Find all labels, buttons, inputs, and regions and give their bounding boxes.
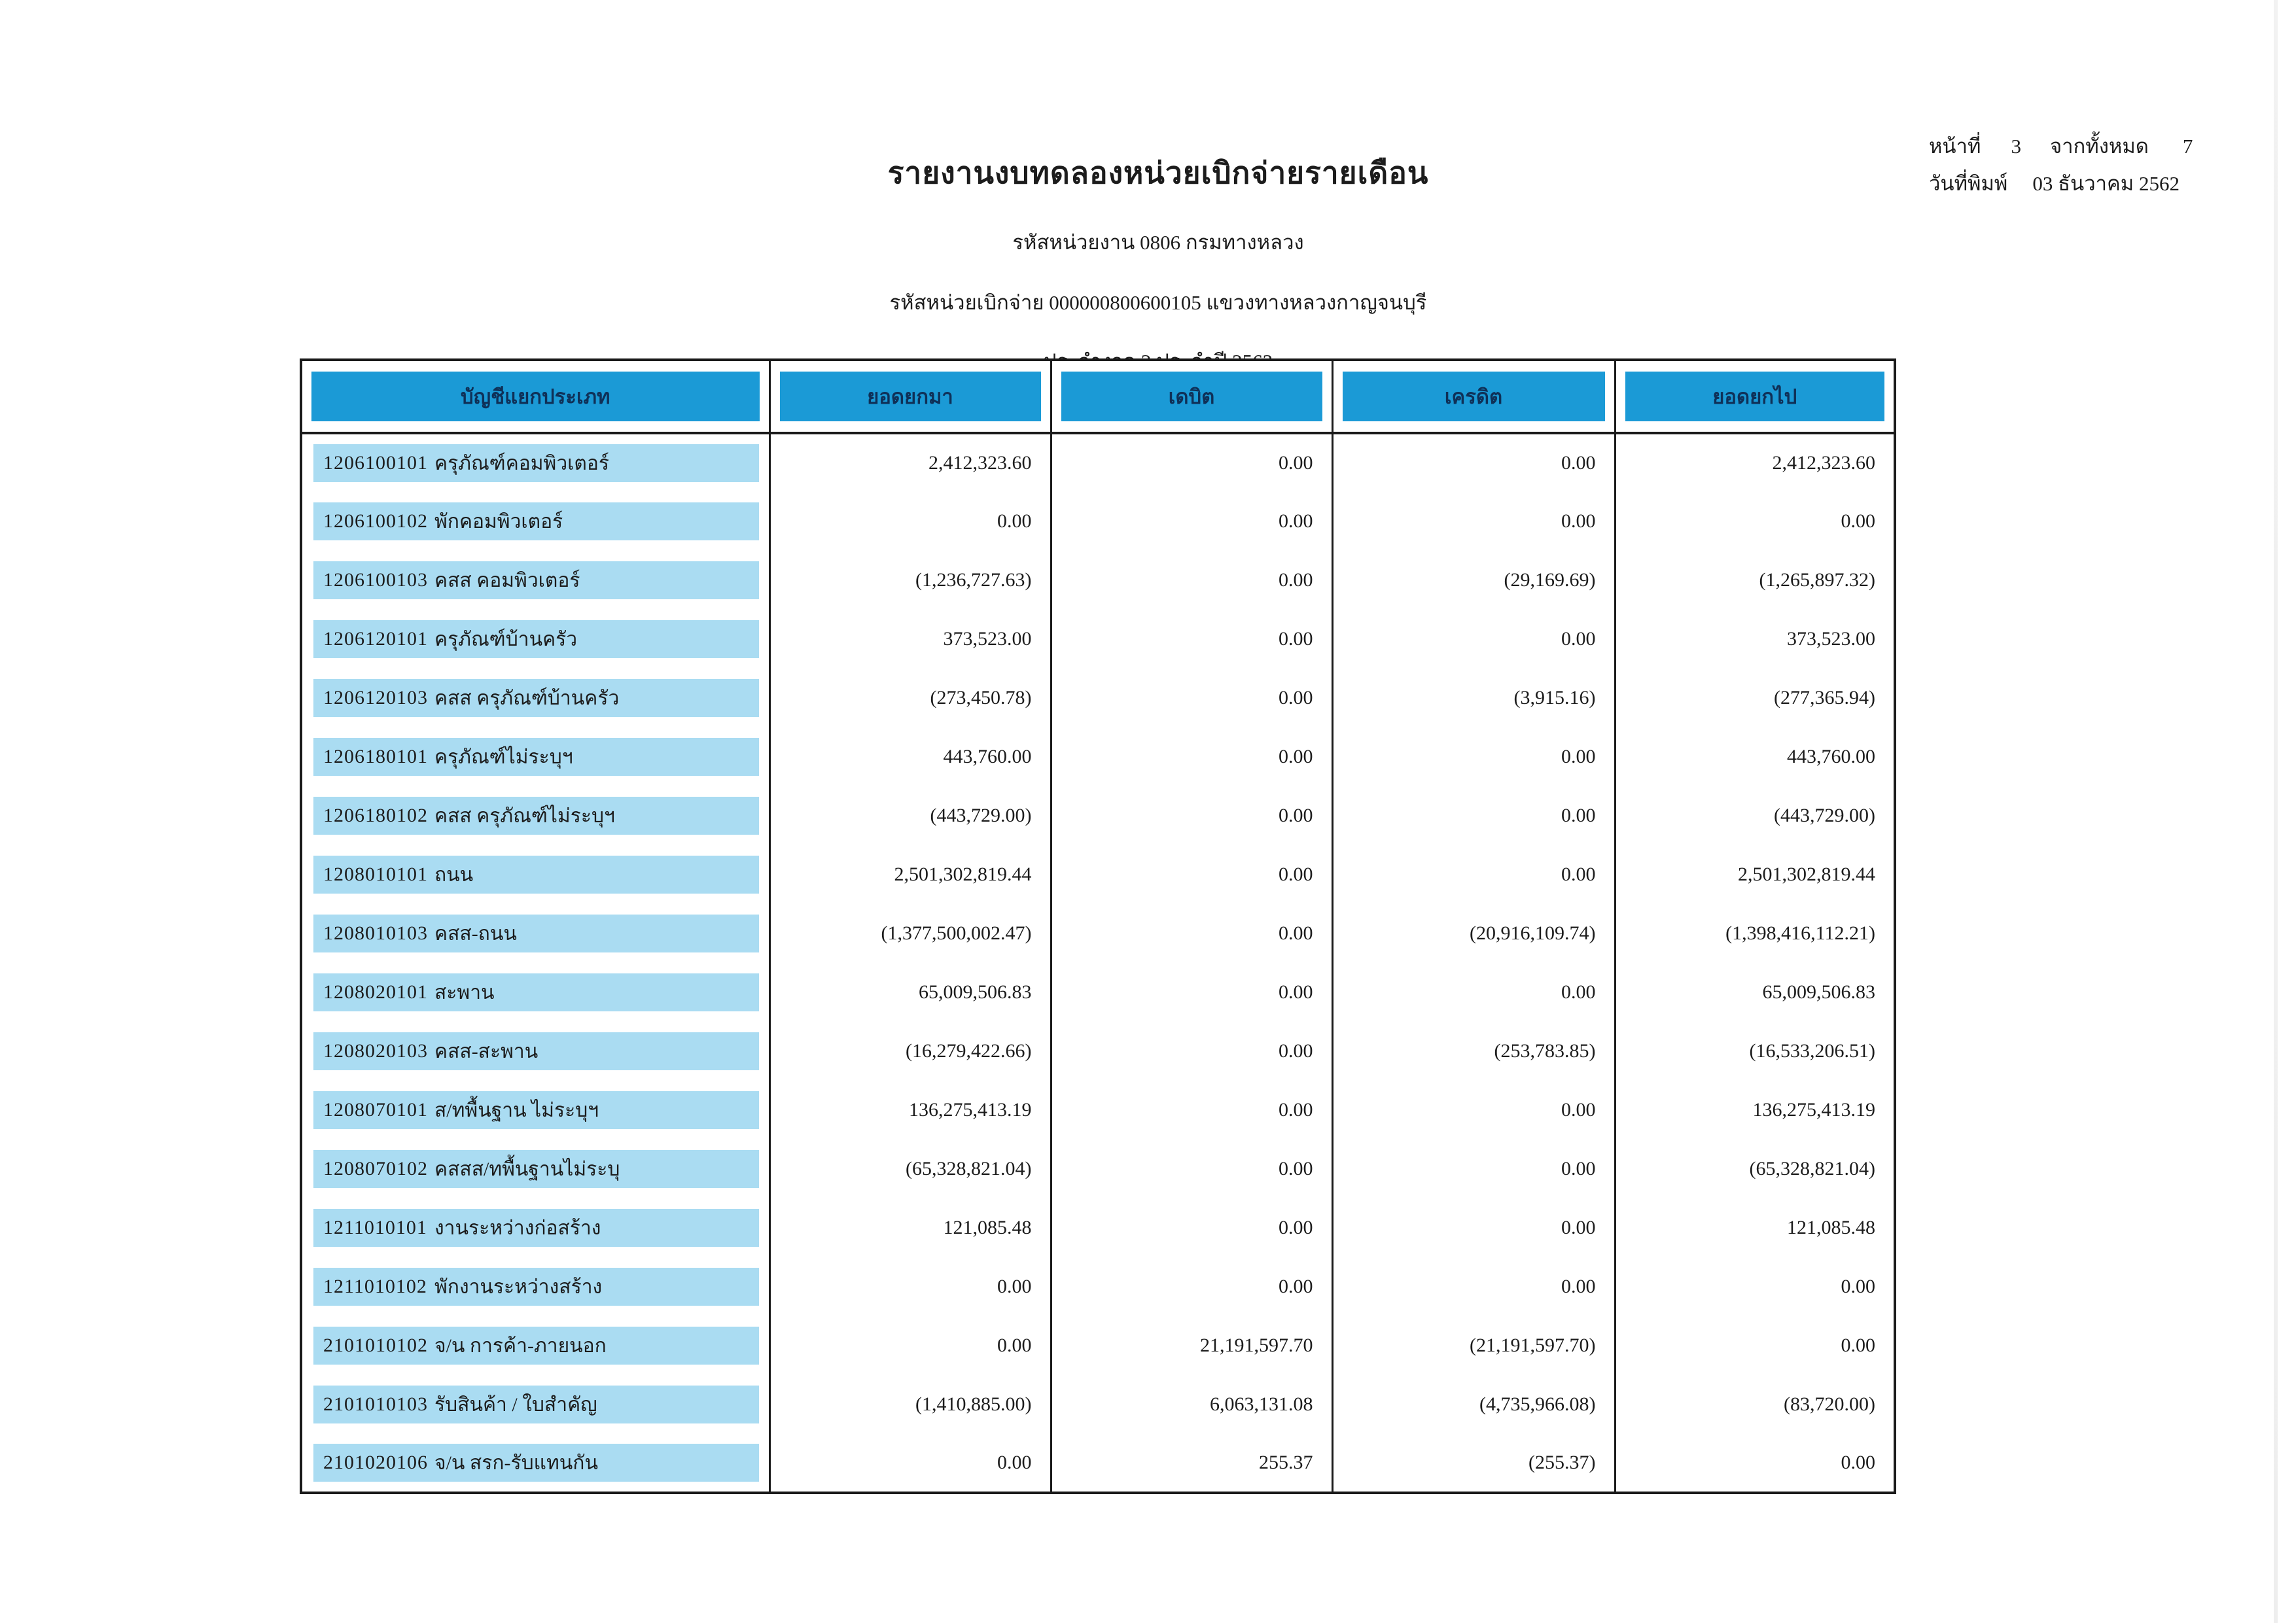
debit-cell: 0.00 <box>1051 433 1332 492</box>
credit-cell: (20,916,109.74) <box>1332 904 1615 963</box>
account-name: จ/น สรก-รับแทนกัน <box>434 1452 598 1474</box>
balance-cell: (65,328,821.04) <box>1749 1158 1875 1179</box>
account-code: 1206180102 <box>323 805 428 826</box>
page-label: หน้าที่ <box>1929 135 1981 158</box>
header-row <box>301 360 1895 433</box>
page-number-line <box>1929 136 2295 156</box>
account-cell <box>313 856 759 894</box>
account-name: พักงานระหว่างสร้าง <box>434 1276 603 1298</box>
balance-cell: (83,720.00) <box>1784 1393 1875 1415</box>
table-header <box>301 360 1895 433</box>
account-name: รับสินค้า / ใบสำคัญ <box>434 1393 597 1416</box>
account-cell <box>313 444 759 482</box>
account-code: 1206120103 <box>323 687 428 708</box>
account-cell <box>313 1209 759 1247</box>
credit-cell: 0.00 <box>1332 1140 1615 1198</box>
table-row <box>301 1198 1895 1257</box>
credit-cell: 0.00 <box>1332 727 1615 786</box>
debit-cell: 0.00 <box>1051 1081 1332 1140</box>
page-info <box>1929 136 2295 211</box>
credit-cell: (29,169.69) <box>1332 551 1615 610</box>
balance-cell: (16,533,206.51) <box>1749 1040 1875 1062</box>
table-row <box>301 1434 1895 1493</box>
column-header-credit: เครดิต <box>1343 372 1605 421</box>
column-header-account: บัญชีแยกประเภท <box>311 372 760 421</box>
debit-cell: 0.00 <box>1051 1257 1332 1316</box>
print-date-line <box>1929 173 2295 194</box>
carry-forward-cell: 0.00 <box>769 1316 1051 1375</box>
carry-forward-cell: 121,085.48 <box>769 1198 1051 1257</box>
account-cell <box>313 620 759 658</box>
credit-cell: 0.00 <box>1332 492 1615 551</box>
carry-forward-cell: 0.00 <box>769 1434 1051 1493</box>
account-code: 1211010102 <box>323 1276 427 1297</box>
account-name: พักคอมพิวเตอร์ <box>434 510 563 532</box>
carry-forward-cell: (273,450.78) <box>769 669 1051 727</box>
account-code: 1206100101 <box>323 452 428 474</box>
disbursement-unit-line: รหัสหน่วยเบิกจ่าย 000000800600105 แขวงทางหลวงกาญจนบุรี <box>889 291 1427 314</box>
table-row <box>301 1316 1895 1375</box>
account-code: 1208010103 <box>323 922 428 944</box>
account-name: สะพาน <box>434 981 495 1003</box>
debit-cell: 6,063,131.08 <box>1051 1375 1332 1434</box>
account-cell <box>313 1268 759 1306</box>
account-cell <box>313 1150 759 1188</box>
table-body <box>301 433 1895 1493</box>
balance-cell: 373,523.00 <box>1787 628 1875 650</box>
account-cell <box>313 915 759 952</box>
account-code: 1208070101 <box>323 1099 428 1121</box>
balance-cell: 2,412,323.60 <box>1772 452 1875 474</box>
account-code: 1208020103 <box>323 1040 428 1062</box>
balance-cell: 0.00 <box>1841 1452 1875 1473</box>
carry-forward-cell: 2,501,302,819.44 <box>769 845 1051 904</box>
table-row <box>301 1140 1895 1198</box>
table-row <box>301 1375 1895 1434</box>
balance-cell: (277,365.94) <box>1774 687 1875 708</box>
debit-cell: 0.00 <box>1051 1022 1332 1081</box>
debit-cell: 21,191,597.70 <box>1051 1316 1332 1375</box>
carry-forward-cell: (443,729.00) <box>769 786 1051 845</box>
table-row <box>301 727 1895 786</box>
trial-balance-table <box>300 358 1896 1494</box>
balance-cell: 0.00 <box>1841 1276 1875 1297</box>
carry-forward-cell: 136,275,413.19 <box>769 1081 1051 1140</box>
table-row <box>301 963 1895 1022</box>
column-header-debit: เดบิต <box>1061 372 1322 421</box>
account-cell <box>313 1091 759 1129</box>
carry-forward-cell: 443,760.00 <box>769 727 1051 786</box>
account-cell <box>313 973 759 1011</box>
account-name: คสส ครุภัณฑ์ไม่ระบุฯ <box>434 805 615 827</box>
account-name: จ/น การค้า-ภายนอก <box>434 1335 607 1357</box>
account-name: ถนน <box>434 864 474 886</box>
account-cell <box>313 1327 759 1365</box>
carry-forward-cell: (1,236,727.63) <box>769 551 1051 610</box>
account-code: 1211010101 <box>323 1217 427 1238</box>
account-cell <box>313 1386 759 1423</box>
balance-cell: (1,398,416,112.21) <box>1725 922 1875 944</box>
carry-forward-cell: 373,523.00 <box>769 610 1051 669</box>
debit-cell: 0.00 <box>1051 786 1332 845</box>
account-name: ส/ทพื้นฐาน ไม่ระบุฯ <box>434 1099 599 1121</box>
table-row <box>301 433 1895 492</box>
debit-cell: 0.00 <box>1051 1140 1332 1198</box>
balance-cell: 65,009,506.83 <box>1762 981 1875 1003</box>
credit-cell: 0.00 <box>1332 433 1615 492</box>
account-name: คสสส/ทพื้นฐานไม่ระบุ <box>434 1158 620 1180</box>
table-row <box>301 551 1895 610</box>
account-code: 1208070102 <box>323 1158 428 1179</box>
balance-cell: 136,275,413.19 <box>1752 1099 1875 1121</box>
debit-cell: 0.00 <box>1051 845 1332 904</box>
print-date-label: วันที่พิมพ์ <box>1929 172 2008 195</box>
account-cell <box>313 679 759 717</box>
credit-cell: (255.37) <box>1332 1434 1615 1493</box>
account-cell <box>313 502 759 540</box>
total-pages: 7 <box>2182 135 2193 158</box>
report-title: รายงานงบทดลองหน่วยเบิกจ่ายรายเดือน <box>887 156 1429 190</box>
credit-cell: (4,735,966.08) <box>1332 1375 1615 1434</box>
print-date: 03 ธันวาคม 2562 <box>2032 172 2180 195</box>
account-cell <box>313 1032 759 1070</box>
table-row <box>301 904 1895 963</box>
carry-forward-cell: (1,377,500,002.47) <box>769 904 1051 963</box>
credit-cell: 0.00 <box>1332 1081 1615 1140</box>
balance-cell: 2,501,302,819.44 <box>1738 864 1875 885</box>
credit-cell: 0.00 <box>1332 963 1615 1022</box>
account-code: 1206100103 <box>323 569 428 591</box>
scan-edge-artifact <box>2274 0 2278 1623</box>
debit-cell: 0.00 <box>1051 492 1332 551</box>
debit-cell: 255.37 <box>1051 1434 1332 1493</box>
table-row <box>301 492 1895 551</box>
account-name: ครุภัณฑ์บ้านครัว <box>434 628 578 650</box>
table-row <box>301 845 1895 904</box>
carry-forward-cell: 0.00 <box>769 1257 1051 1316</box>
table-row <box>301 1081 1895 1140</box>
account-code: 1206120101 <box>323 628 428 650</box>
debit-cell: 0.00 <box>1051 963 1332 1022</box>
balance-cell: 443,760.00 <box>1787 746 1875 767</box>
table-row <box>301 669 1895 727</box>
account-code: 1206100102 <box>323 510 428 532</box>
credit-cell: 0.00 <box>1332 610 1615 669</box>
account-name: คสส ครุภัณฑ์บ้านครัว <box>434 687 620 709</box>
account-cell <box>313 1444 759 1482</box>
title-block <box>651 149 1665 377</box>
balance-cell: (443,729.00) <box>1774 805 1875 826</box>
balance-cell: (1,265,897.32) <box>1759 569 1875 591</box>
debit-cell: 0.00 <box>1051 669 1332 727</box>
debit-cell: 0.00 <box>1051 727 1332 786</box>
column-header-balance: ยอดยกไป <box>1625 372 1885 421</box>
account-code: 2101010103 <box>323 1393 428 1415</box>
account-code: 1208020101 <box>323 981 428 1003</box>
carry-forward-cell: 0.00 <box>769 492 1051 551</box>
debit-cell: 0.00 <box>1051 904 1332 963</box>
carry-forward-cell: 65,009,506.83 <box>769 963 1051 1022</box>
balance-cell: 121,085.48 <box>1787 1217 1875 1238</box>
account-code: 2101020106 <box>323 1452 428 1473</box>
account-cell <box>313 797 759 835</box>
carry-forward-cell: 2,412,323.60 <box>769 433 1051 492</box>
carry-forward-cell: (1,410,885.00) <box>769 1375 1051 1434</box>
account-name: คสส-ถนน <box>434 922 517 945</box>
account-cell <box>313 561 759 599</box>
balance-cell: 0.00 <box>1841 1335 1875 1356</box>
account-name: ครุภัณฑ์ไม่ระบุฯ <box>434 746 573 768</box>
credit-cell: 0.00 <box>1332 1257 1615 1316</box>
column-header-carry-forward: ยอดยกมา <box>780 372 1041 421</box>
credit-cell: (253,783.85) <box>1332 1022 1615 1081</box>
credit-cell: (21,191,597.70) <box>1332 1316 1615 1375</box>
account-code: 1208010101 <box>323 864 428 885</box>
table-row <box>301 786 1895 845</box>
page-number: 3 <box>2011 135 2021 158</box>
credit-cell: (3,915.16) <box>1332 669 1615 727</box>
carry-forward-cell: (16,279,422.66) <box>769 1022 1051 1081</box>
debit-cell: 0.00 <box>1051 551 1332 610</box>
table-row <box>301 610 1895 669</box>
debit-cell: 0.00 <box>1051 610 1332 669</box>
account-name: งานระหว่างก่อสร้าง <box>434 1217 601 1239</box>
account-code: 1206180101 <box>323 746 428 767</box>
account-code: 2101010102 <box>323 1335 428 1356</box>
carry-forward-cell: (65,328,821.04) <box>769 1140 1051 1198</box>
account-name: คสส-สะพาน <box>434 1040 539 1062</box>
credit-cell: 0.00 <box>1332 786 1615 845</box>
credit-cell: 0.00 <box>1332 845 1615 904</box>
debit-cell: 0.00 <box>1051 1198 1332 1257</box>
account-name: ครุภัณฑ์คอมพิวเตอร์ <box>434 452 610 474</box>
account-cell <box>313 738 759 776</box>
table-row <box>301 1257 1895 1316</box>
credit-cell: 0.00 <box>1332 1198 1615 1257</box>
account-name: คสส คอมพิวเตอร์ <box>434 569 580 591</box>
balance-cell: 0.00 <box>1841 510 1875 532</box>
table-row <box>301 1022 1895 1081</box>
of-label: จากทั้งหมด <box>2049 135 2149 158</box>
agency-line: รหัสหน่วยงาน 0806 กรมทางหลวง <box>1012 231 1304 254</box>
